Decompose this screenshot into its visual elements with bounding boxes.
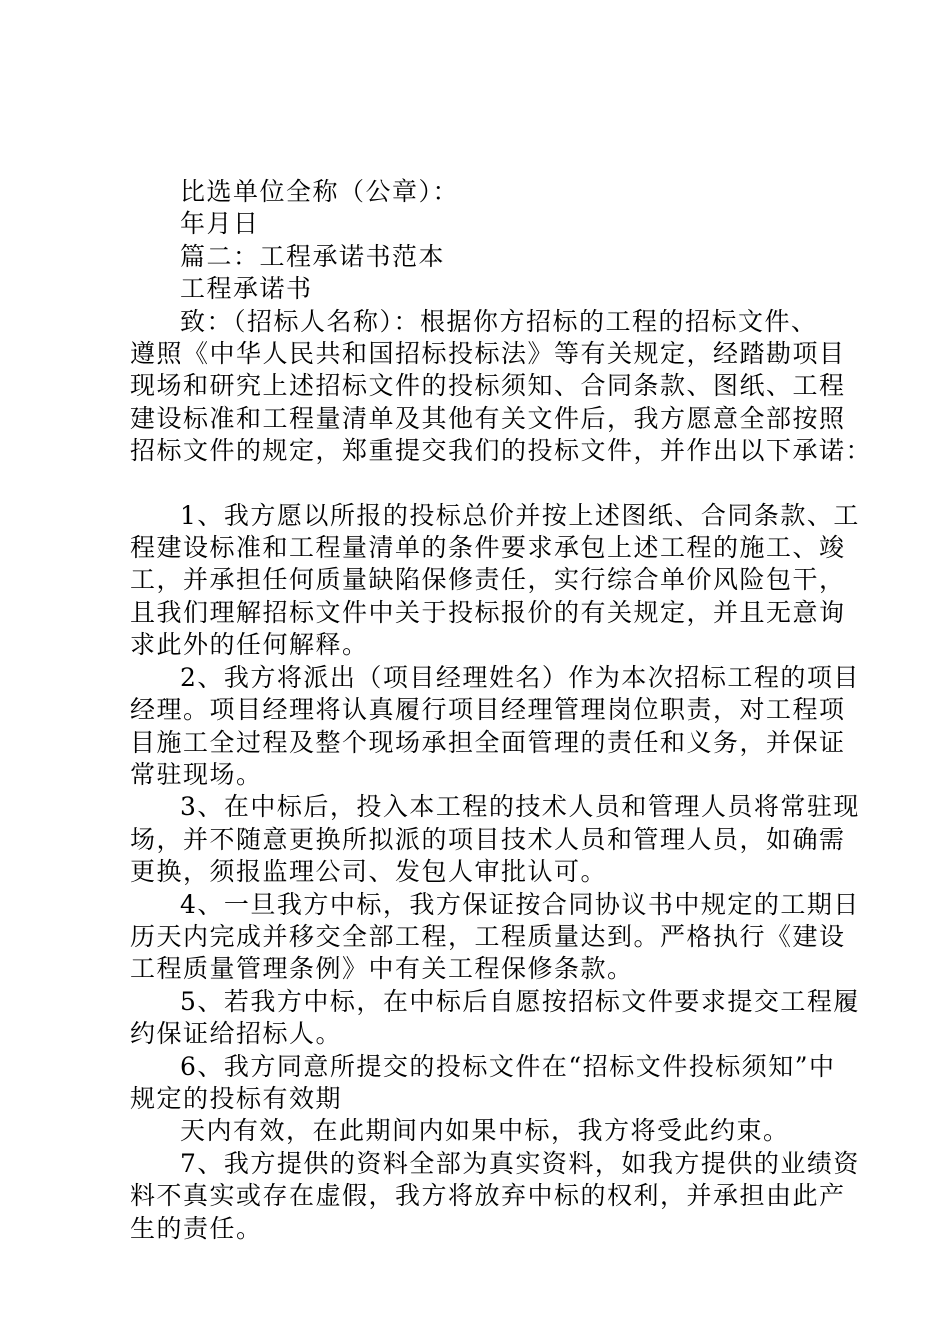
intro-line: 致：（招标人名称）：根据你方招标的工程的招标文件、 xyxy=(180,306,818,336)
clause-line: 1、我方愿以所报的投标总价并按上述图纸、合同条款、工 xyxy=(180,500,860,530)
clause-line: 历天内完成并移交全部工程，工程质量达到。严格执行《建设 xyxy=(130,921,846,951)
clause-line: 程建设标准和工程量清单的条件要求承包上述工程的施工、竣 xyxy=(130,533,846,563)
clause-line: 工程质量管理条例》中有关工程保修条款。 xyxy=(130,954,634,984)
document-title: 工程承诺书 xyxy=(180,274,313,304)
clause-line: 7、我方提供的资料全部为真实资料，如我方提供的业绩资 xyxy=(180,1148,860,1178)
paragraph-gap xyxy=(130,468,830,500)
intro-paragraph xyxy=(130,306,873,468)
intro-line: 现场和研究上述招标文件的投标须知、合同条款、图纸、工程 xyxy=(130,371,846,401)
document-page xyxy=(130,176,873,1245)
clause-line: 6、我方同意所提交的投标文件在“招标文件投标须知”中 xyxy=(180,1051,836,1081)
clause-line: 4、一旦我方中标，我方保证按合同协议书中规定的工期日 xyxy=(180,889,860,919)
clause-line: 求此外的任何解释。 xyxy=(130,630,369,660)
intro-line: 建设标准和工程量清单及其他有关文件后，我方愿意全部按照 xyxy=(130,403,846,433)
clause-line: 工，并承担任何质量缺陷保修责任，实行综合单价风险包干， xyxy=(130,565,846,595)
clause-5 xyxy=(130,986,860,1051)
clause-line: 经理。项目经理将认真履行项目经理管理岗位职责，对工程项 xyxy=(130,695,846,725)
section-heading: 篇二：工程承诺书范本 xyxy=(180,241,446,271)
clause-line: 天内有效，在此期间内如果中标，我方将受此约束。 xyxy=(180,1116,790,1146)
clause-7 xyxy=(130,1148,860,1245)
intro-line: 遵照《中华人民共和国招标投标法》等有关规定，经踏勘项目 xyxy=(130,339,846,369)
clause-line: 2、我方将派出（项目经理姓名）作为本次招标工程的项目 xyxy=(180,662,860,692)
clause-line: 更换，须报监理公司、发包人审批认可。 xyxy=(130,857,608,887)
signature-line: 比选单位全称（公章）： xyxy=(180,177,460,206)
clause-line: 料不真实或存在虚假，我方将放弃中标的权利，并承担由此产 xyxy=(130,1181,846,1211)
clause-line: 场，并不随意更换所拟派的项目技术人员和管理人员，如确需 xyxy=(130,824,846,854)
intro-line: 招标文件的规定，郑重提交我们的投标文件，并作出以下承诺： xyxy=(130,436,873,466)
clause-4 xyxy=(130,889,860,986)
clause-2 xyxy=(130,662,860,792)
clause-line: 5、若我方中标，在中标后自愿按招标文件要求提交工程履 xyxy=(180,986,860,1016)
clause-line: 且我们理解招标文件中关于投标报价的有关规定，并且无意询 xyxy=(130,597,846,627)
clause-6 xyxy=(130,1051,836,1148)
clause-line: 生的责任。 xyxy=(130,1213,263,1243)
clause-1 xyxy=(130,500,860,662)
clause-line: 3、在中标后，投入本工程的技术人员和管理人员将常驻现 xyxy=(180,792,860,822)
clause-line: 常驻现场。 xyxy=(130,759,263,789)
clause-line: 规定的投标有效期 xyxy=(130,1083,343,1113)
clause-3 xyxy=(130,791,860,888)
clause-line: 目施工全过程及整个现场承担全面管理的责任和义务，并保证 xyxy=(130,727,846,757)
date-line: 年月日 xyxy=(180,209,260,239)
clause-line: 约保证给招标人。 xyxy=(130,1019,343,1049)
